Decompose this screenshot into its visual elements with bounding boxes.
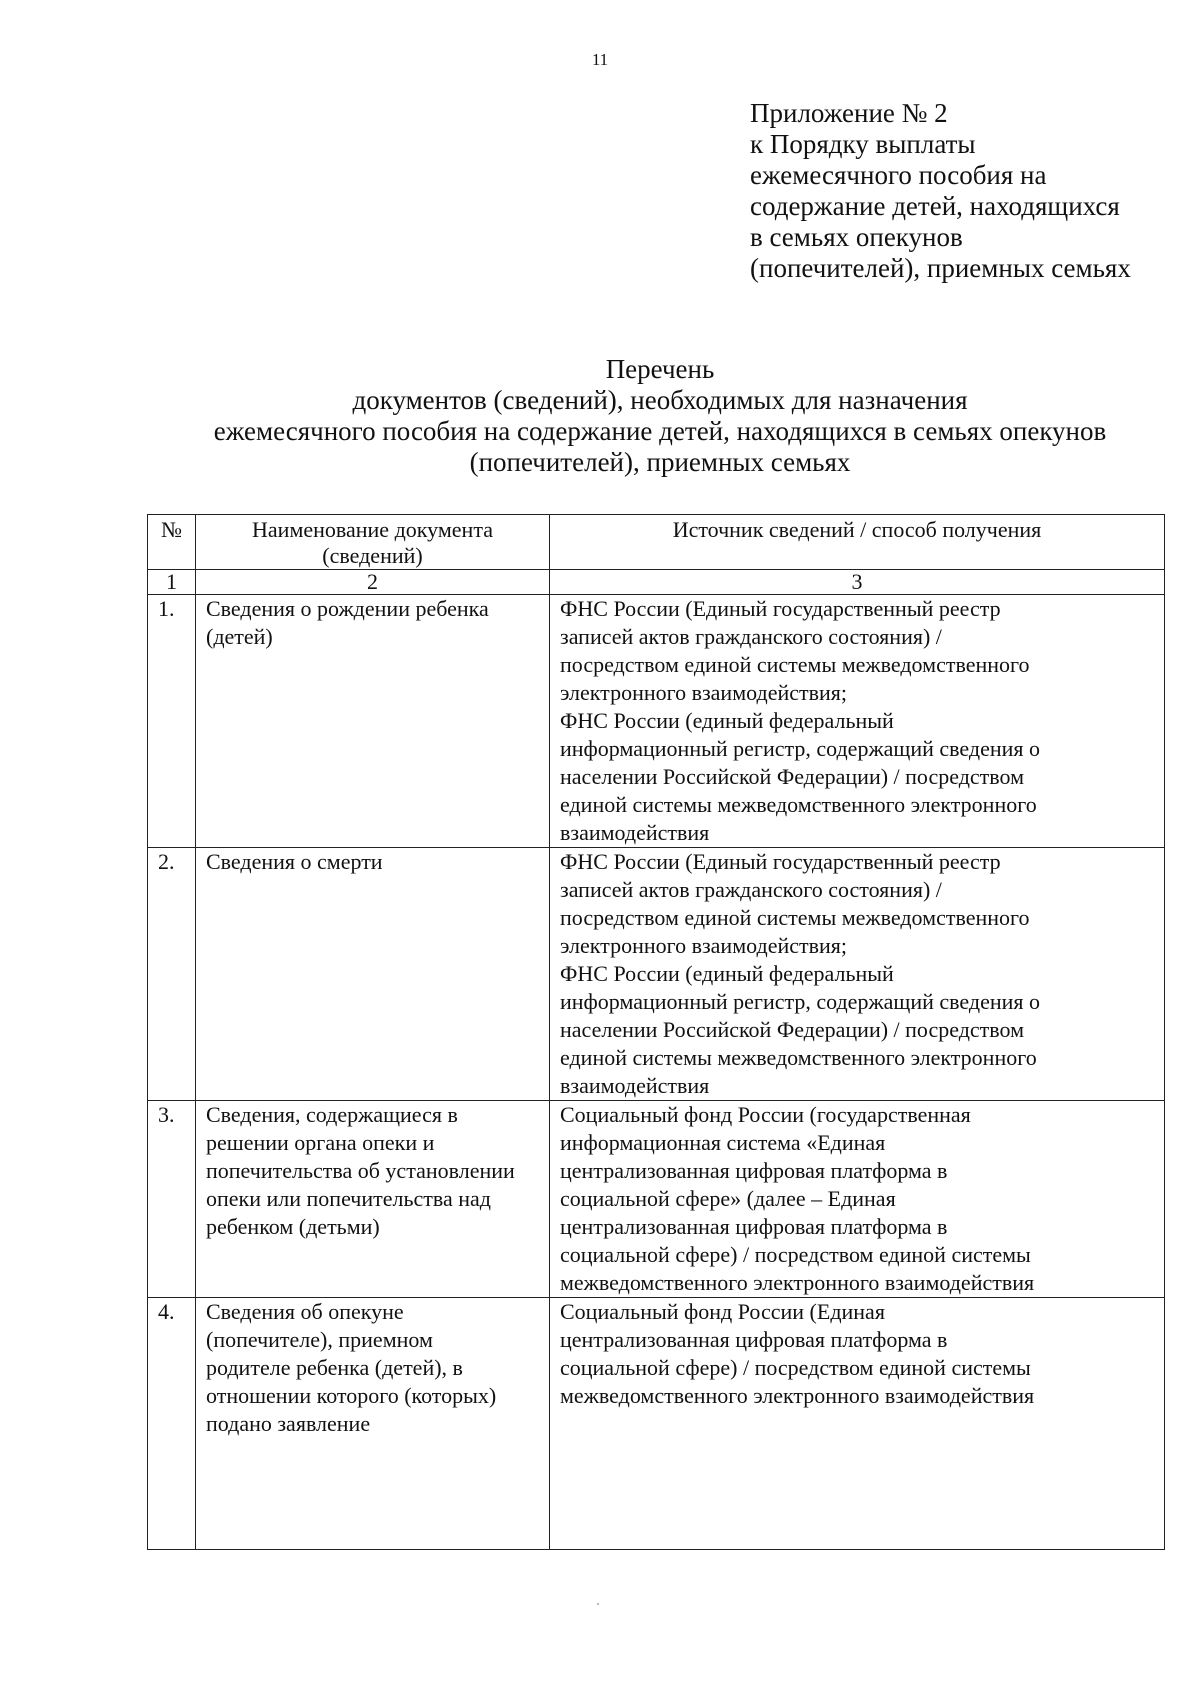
title-line-3: ежемесячного пособия на содержание детей, находящихся в семьях опекунов xyxy=(213,416,1107,446)
source-cell: ФНС России (Единый государственный реестр записей актов гражданского состояния) / посредством единой системы межведомственного электронного взаимодействия; ФНС России (единый федеральный информационный регистр, содержащий сведения о населении Российской Федерации) / посредством единой системы межведомственного электронного взаимодействия xyxy=(550,848,1165,1101)
title-line-1: Перечень xyxy=(605,354,715,384)
appendix-heading: Приложение № 2 к Порядку выплаты ежемесячного пособия на содержание детей, находящихся в семьях опекунов (попечителей), приемных семьях xyxy=(750,98,1131,283)
header-source: Источник сведений / способ получения xyxy=(550,515,1165,570)
document-title xyxy=(120,354,1200,478)
documents-table xyxy=(147,514,1165,1550)
document-name-cell: Сведения об опекуне (попечителе), приемном родителе ребенка (детей), в отношении которого (которых) подано заявление xyxy=(196,1298,550,1550)
title-line-2: документов (сведений), необходимых для назначения xyxy=(352,385,968,415)
column-number-3: 3 xyxy=(550,570,1165,595)
table-row xyxy=(148,848,1165,1101)
row-number: 4. xyxy=(148,1298,196,1550)
source-cell: ФНС России (Единый государственный реестр записей актов гражданского состояния) / посредством единой системы межведомственного электронного взаимодействия; ФНС России (единый федеральный информационный регистр, содержащий сведения о населении Российской Федерации) / посредством единой системы межведомственного электронного взаимодействия xyxy=(550,595,1165,848)
document-name-cell: Сведения о рождении ребенка (детей) xyxy=(196,595,550,848)
source-cell: Социальный фонд России (Единая централизованная цифровая платформа в социальной сфере) / посредством единой системы межведомственного электронного взаимодействия xyxy=(550,1298,1165,1550)
table-row xyxy=(148,595,1165,848)
header-num: № xyxy=(148,515,196,570)
document-name-cell: Сведения, содержащиеся в решении органа опеки и попечительства об установлении опеки или попечительства над ребенком (детьми) xyxy=(196,1101,550,1298)
document-name-cell: Сведения о смерти xyxy=(196,848,550,1101)
title-line-4: (попечителей), приемных семьях xyxy=(469,447,851,477)
column-number-1: 1 xyxy=(148,570,196,595)
column-number-row xyxy=(148,570,1165,595)
page-number: 11 xyxy=(591,50,609,69)
table-row xyxy=(148,1298,1165,1550)
row-number: 1. xyxy=(148,595,196,848)
source-cell: Социальный фонд России (государственная информационная система «Единая централизованная цифровая платформа в социальной сфере» (далее – Единая централизованная цифровая платформа в социальной сфере) / посредством единой системы межведомственного электронного взаимодействия xyxy=(550,1101,1165,1298)
row-number: 3. xyxy=(148,1101,196,1298)
column-number-2: 2 xyxy=(196,570,550,595)
table-header-row xyxy=(148,515,1165,570)
header-name: Наименование документа (сведений) xyxy=(196,515,550,570)
row-number: 2. xyxy=(148,848,196,1101)
table-row xyxy=(148,1101,1165,1298)
scan-speck xyxy=(597,1603,599,1605)
